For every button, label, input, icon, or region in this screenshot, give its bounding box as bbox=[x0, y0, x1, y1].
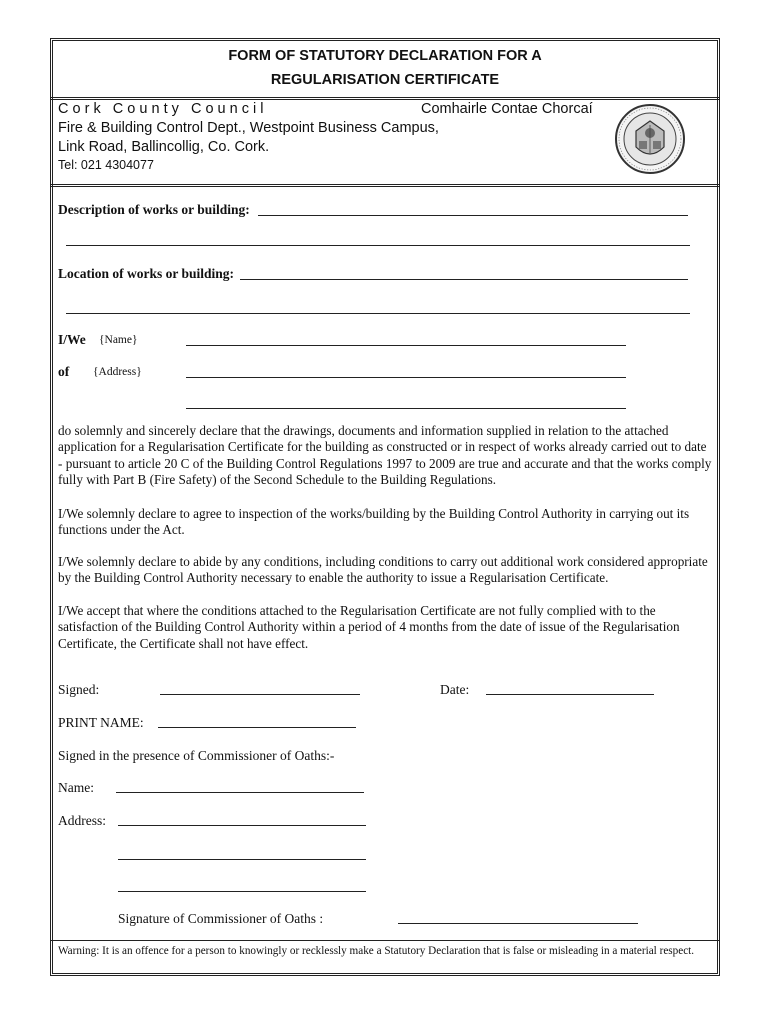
council-address-line2: Link Road, Ballincollig, Co. Cork. bbox=[58, 139, 270, 155]
date-label: Date: bbox=[440, 682, 470, 697]
declaration-paragraph-3: I/We solemnly declare to abide by any conditions, including conditions to carry out additional work considered appropriate by the Building Control Authority necessary to enable the authority to issue a Regularisation Certificate. bbox=[58, 554, 708, 586]
commissioner-presence-label: Signed in the presence of Commissioner of Oaths:- bbox=[58, 748, 335, 763]
council-telephone: Tel: 021 4304077 bbox=[58, 158, 154, 172]
date-input[interactable] bbox=[486, 694, 654, 695]
commissioner-address-input-line1[interactable] bbox=[118, 825, 366, 826]
warning-divider bbox=[50, 940, 720, 941]
warning-text: Warning: It is an offence for a person to knowingly or recklessly make a Statutory Declaration that is false or misleading in a material respect. bbox=[58, 945, 695, 957]
commissioner-address-label: Address: bbox=[58, 813, 106, 828]
description-input-line2[interactable] bbox=[66, 245, 690, 246]
commissioner-name-label: Name: bbox=[58, 780, 94, 795]
print-name-label: PRINT NAME: bbox=[58, 715, 144, 730]
council-name-irish: Comhairle Contae Chorcaí bbox=[421, 101, 593, 117]
print-name-input[interactable] bbox=[158, 727, 356, 728]
council-seal-icon bbox=[614, 103, 686, 175]
title-divider bbox=[50, 97, 720, 100]
location-input-line2[interactable] bbox=[66, 313, 690, 314]
commissioner-address-input-line3[interactable] bbox=[118, 891, 366, 892]
commissioner-signature-input[interactable] bbox=[398, 923, 638, 924]
declarant-address-input-line2[interactable] bbox=[186, 408, 626, 409]
declarant-name-input[interactable] bbox=[186, 345, 626, 346]
commissioner-signature-label: Signature of Commissioner of Oaths : bbox=[118, 911, 324, 926]
declaration-paragraph-1: do solemnly and sincerely declare that the drawings, documents and information supplied in relation to the attached application for a Regularisation Certificate for the building as constructed or in respect of works already carried out to date - pursuant to article 20 C of the Building Control Regulations 1997 to 2009 are true and accurate and that the works comply fully with Part B (Fire Safety) of the Second Schedule to the Building Regulations. bbox=[58, 423, 712, 488]
form-title-line2: REGULARISATION CERTIFICATE bbox=[270, 72, 500, 88]
name-hint: {Name} bbox=[99, 334, 138, 346]
declarant-address-input-line1[interactable] bbox=[186, 377, 626, 378]
council-name-english: C o r k C o u n t y C o u n c i l bbox=[58, 101, 264, 117]
signed-label: Signed: bbox=[58, 682, 100, 697]
commissioner-address-input-line2[interactable] bbox=[118, 859, 366, 860]
address-hint: {Address} bbox=[93, 366, 142, 378]
form-title-line1: FORM OF STATUTORY DECLARATION FOR A bbox=[228, 48, 542, 64]
description-label: Description of works or building: bbox=[58, 202, 250, 217]
signature-input[interactable] bbox=[160, 694, 360, 695]
header-divider bbox=[50, 184, 720, 187]
iwe-label: I/We bbox=[58, 332, 86, 347]
location-label: Location of works or building: bbox=[58, 266, 235, 281]
council-address-line1: Fire & Building Control Dept., Westpoint Business Campus, bbox=[58, 120, 439, 136]
description-input-line1[interactable] bbox=[258, 215, 688, 216]
declaration-paragraph-4: I/We accept that where the conditions attached to the Regularisation Certificate are not fully complied with to the satisfaction of the Building Control Authority within a period of 4 months from the date of issue of the Regularisation Certificate, the Certificate shall not have effect. bbox=[58, 603, 680, 651]
of-label: of bbox=[58, 364, 70, 379]
commissioner-name-input[interactable] bbox=[116, 792, 364, 793]
declaration-paragraph-2: I/We solemnly declare to agree to inspection of the works/building by the Building Control Authority in carrying out its functions under the Act. bbox=[58, 506, 690, 538]
location-input-line1[interactable] bbox=[240, 279, 688, 280]
